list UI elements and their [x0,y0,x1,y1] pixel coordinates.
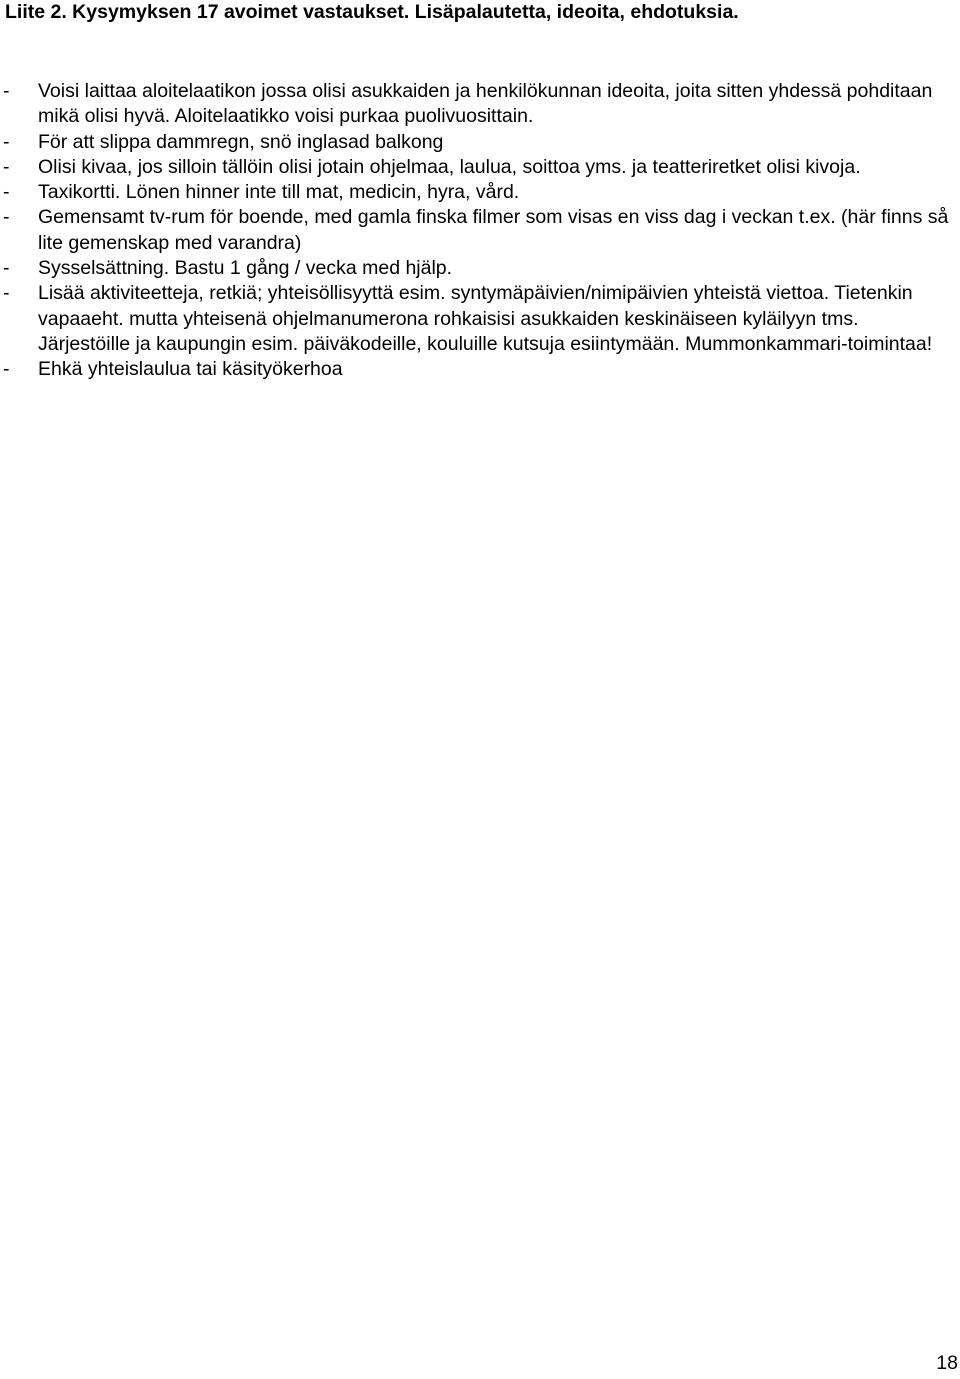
answer-text: Taxikortti. Lönen hinner inte till mat, medicin, hyra, vård. [38,181,520,204]
list-bullet: - [3,257,10,280]
list-bullet: - [3,181,10,204]
list-item [0,281,950,357]
list-bullet: - [3,206,10,229]
answer-text: För att slippa dammregn, snö inglasad balkong [38,130,444,153]
answer-text: Lisää aktiviteetteja, retkiä; yhteisöllisyyttä esim. syntymäpäivien/nimipäivien yhteistä viettoa. Tietenkin vapaaeht. mutta yhteisenä ohjelmanumerona rohkaisisi asukkaiden keskinäiseen kyläilyyn tms. Järjestöille ja kaupungin esim. päiväkodeille, kouluille kutsuja esiintymään. Mummonkammari-toimintaa! [38,282,933,355]
answer-text: Gemensamt tv-rum för boende, med gamla finska filmer som visas en viss dag i veckan t.ex. (här finns så lite gemenskap med varandra) [38,206,949,254]
list-item [0,205,950,256]
answer-text: Voisi laittaa aloitelaatikon jossa olisi asukkaiden ja henkilökunnan ideoita, joita sitten yhdessä pohditaan mikä olisi hyvä. Aloitelaatikko voisi purkaa puolivuosittain. [38,80,933,128]
answer-text: Olisi kivaa, jos silloin tällöin olisi jotain ohjelmaa, laulua, soittoa yms. ja teatteriretket olisi kivoja. [38,155,861,178]
list-item [0,155,950,180]
list-bullet: - [3,80,10,102]
list-bullet: - [3,130,10,153]
list-bullet: - [3,358,10,381]
answer-text: Ehkä yhteislaulua tai käsityökerhoa [38,358,343,381]
appendix-heading: Liite 2. Kysymyksen 17 avoimet vastaukset. Lisäpalautetta, ideoita, ehdotuksia. [5,1,739,23]
answers-list [0,79,950,383]
list-item [0,357,950,382]
list-item [0,180,950,205]
list-item [0,79,950,130]
answer-text: Sysselsättning. Bastu 1 gång / vecka med hjälp. [38,257,453,280]
page-number: 18 [936,1352,958,1374]
list-item [0,130,950,155]
list-bullet: - [3,155,10,178]
list-bullet: - [3,282,10,305]
list-item [0,256,950,281]
